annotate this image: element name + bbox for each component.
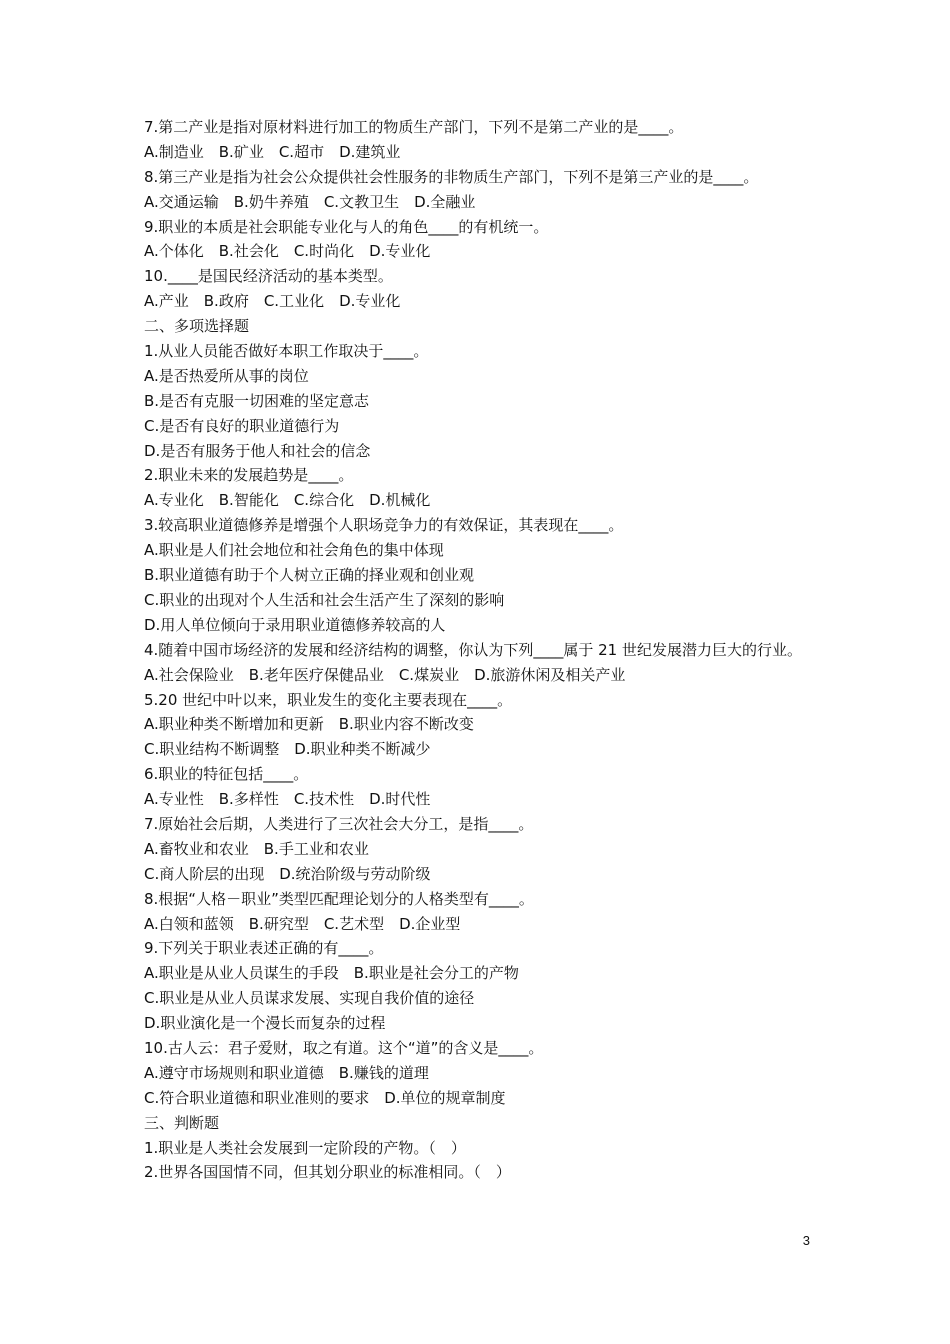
option-line: A.畜牧业和农业 B.手工业和农业	[144, 839, 369, 858]
question-line: 1.从业人员能否做好本职工作取决于____。	[144, 342, 429, 361]
option-line: C.商人阶层的出现 D.统治阶级与劳动阶级	[144, 864, 431, 883]
option-line: A.职业是从业人员谋生的手段 B.职业是社会分工的产物	[144, 964, 519, 983]
option-line: C.符合职业道德和职业准则的要求 D.单位的规章制度	[144, 1088, 506, 1107]
question-line: 2.世界各国国情不同，但其划分职业的标准相同。（ ）	[144, 1163, 511, 1182]
option-line: C.职业的出现对个人生活和社会生活产生了深刻的影响	[144, 590, 505, 609]
option-line: A.是否热爱所从事的岗位	[144, 366, 309, 385]
question-line: 9.职业的本质是社会职能专业化与人的角色____的有机统一。	[144, 217, 549, 236]
question-line: 10.古人云：君子爱财，取之有道。这个“道”的含义是____。	[144, 1038, 544, 1057]
option-line: A.职业种类不断增加和更新 B.职业内容不断改变	[144, 715, 474, 734]
option-line: C.职业结构不断调整 D.职业种类不断减少	[144, 740, 431, 759]
option-line: D.用人单位倾向于录用职业道德修养较高的人	[144, 615, 446, 634]
question-line: 7.原始社会后期，人类进行了三次社会大分工，是指____。	[144, 814, 534, 833]
question-line: 7.第二产业是指对原材料进行加工的物质生产部门，下列不是第二产业的是____。	[144, 118, 684, 136]
option-line: A.个体化 B.社会化 C.时尚化 D.专业化	[144, 242, 431, 261]
question-line: 6.职业的特征包括____。	[144, 765, 309, 784]
document-body	[144, 115, 824, 1185]
section-heading: 二、多项选择题	[144, 317, 250, 336]
option-line: A.社会保险业 B.老年医疗保健品业 C.煤炭业 D.旅游休闲及相关产业	[144, 665, 626, 684]
option-line: A.职业是人们社会地位和社会角色的集中体现	[144, 541, 444, 560]
question-line: 5.20 世纪中叶以来，职业发生的变化主要表现在____。	[144, 690, 513, 709]
option-line: D.职业演化是一个漫长而复杂的过程	[144, 1014, 386, 1033]
question-line: 10.____是国民经济活动的基本类型。	[144, 267, 393, 286]
question-line: 4.随着中国市场经济的发展和经济结构的调整，你认为下列____属于 21 世纪发展潜力巨大的行业。	[144, 640, 802, 659]
question-line: 9.下列关于职业表述正确的有____。	[144, 939, 384, 958]
option-line: A.制造业 B.矿业 C.超市 D.建筑业	[144, 142, 401, 161]
question-line: 1.职业是人类社会发展到一定阶段的产物。（ ）	[144, 1138, 466, 1157]
option-line: D.是否有服务于他人和社会的信念	[144, 441, 371, 460]
option-line: A.交通运输 B.奶牛养殖 C.文教卫生 D.全融业	[144, 192, 476, 211]
question-line: 8.根据“人格－职业”类型匹配理论划分的人格类型有____。	[144, 889, 534, 908]
question-line: 8.第三产业是指为社会公众提供社会性服务的非物质生产部门，下列不是第三产业的是____。	[144, 167, 759, 186]
option-line: A.产业 B.政府 C.工业化 D.专业化	[144, 292, 401, 311]
option-line: C.职业是从业人员谋求发展、实现自我价值的途径	[144, 989, 475, 1008]
section-heading: 三、判断题	[144, 1113, 220, 1132]
option-line: A.遵守市场规则和职业道德 B.赚钱的道理	[144, 1063, 429, 1082]
option-line: B.职业道德有助于个人树立正确的择业观和创业观	[144, 566, 475, 585]
option-line: B.是否有克服一切困难的坚定意志	[144, 391, 370, 410]
question-line: 2.职业未来的发展趋势是____。	[144, 466, 354, 485]
option-line: A.白领和蓝领 B.研究型 C.艺术型 D.企业型	[144, 914, 461, 933]
question-line: 3.较高职业道德修养是增强个人职场竞争力的有效保证，其表现在____。	[144, 516, 624, 535]
page-number: 3	[802, 1233, 810, 1248]
option-line: A.专业化 B.智能化 C.综合化 D.机械化	[144, 491, 431, 510]
option-line: A.专业性 B.多样性 C.技术性 D.时代性	[144, 790, 431, 809]
option-line: C.是否有良好的职业道德行为	[144, 416, 340, 435]
